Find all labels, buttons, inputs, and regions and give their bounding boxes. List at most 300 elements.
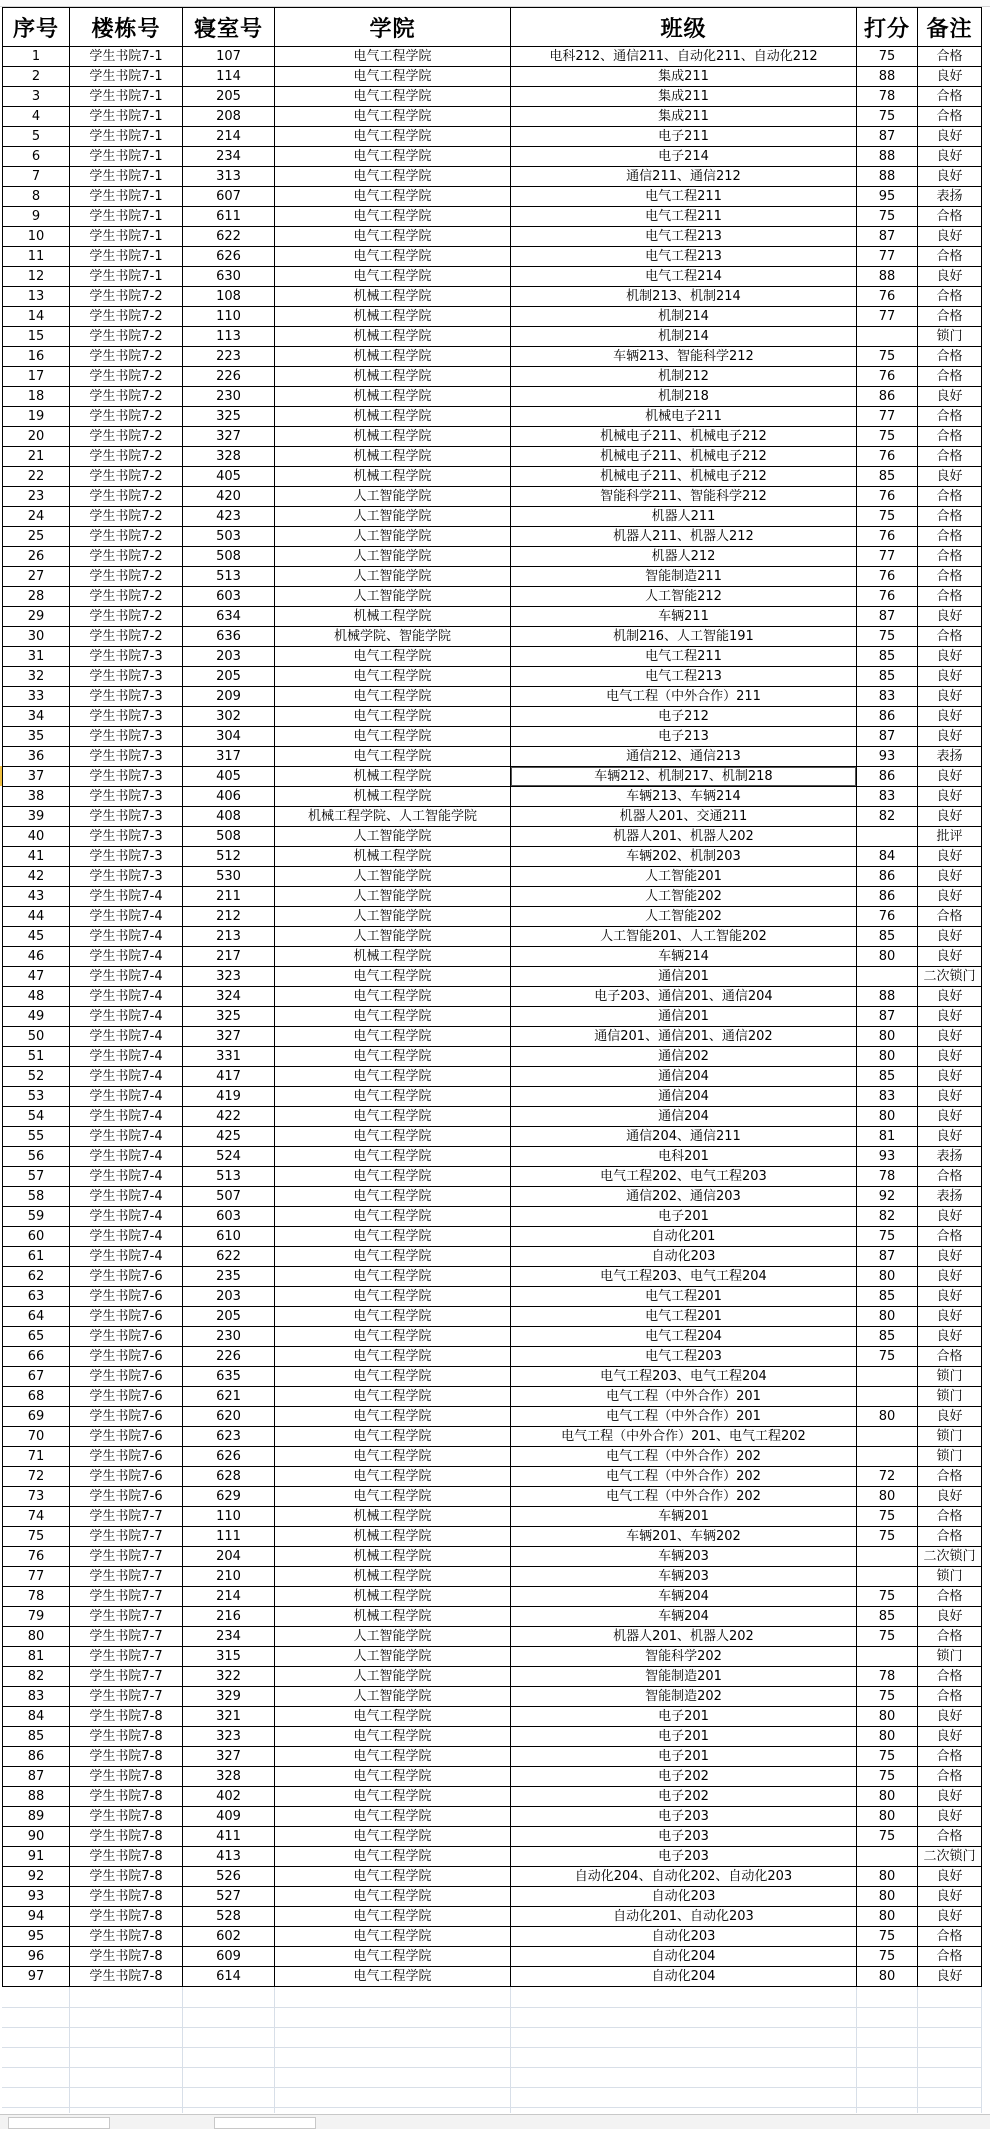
cell-score[interactable]: 80: [857, 1047, 918, 1067]
cell-class[interactable]: 智能科学202: [511, 1647, 857, 1667]
cell-college[interactable]: 电气工程学院: [275, 1107, 511, 1127]
cell-college[interactable]: 机械工程学院: [275, 1587, 511, 1607]
cell-class[interactable]: 人工智能201: [511, 867, 857, 887]
cell-seq[interactable]: 87: [3, 1767, 70, 1787]
cell-building[interactable]: 学生书院7-2: [70, 307, 183, 327]
cell-score[interactable]: 77: [857, 307, 918, 327]
cell-college[interactable]: 机械工程学院、人工智能学院: [275, 807, 511, 827]
cell-room[interactable]: 607: [183, 187, 275, 207]
cell-remark[interactable]: 合格: [918, 287, 982, 307]
cell-score[interactable]: 80: [857, 1887, 918, 1907]
cell-building[interactable]: 学生书院7-8: [70, 1847, 183, 1867]
cell-room[interactable]: 327: [183, 1027, 275, 1047]
cell-room[interactable]: 327: [183, 1747, 275, 1767]
cell-score[interactable]: 75: [857, 1927, 918, 1947]
cell-class[interactable]: 通信202: [511, 1047, 857, 1067]
cell-seq[interactable]: 82: [3, 1667, 70, 1687]
cell-class[interactable]: 人工智能201、人工智能202: [511, 927, 857, 947]
cell-class[interactable]: 通信211、通信212: [511, 167, 857, 187]
cell-class[interactable]: 机制214: [511, 327, 857, 347]
cell-building[interactable]: 学生书院7-7: [70, 1687, 183, 1707]
cell-building[interactable]: 学生书院7-4: [70, 1247, 183, 1267]
cell-score[interactable]: 77: [857, 407, 918, 427]
cell-college[interactable]: 人工智能学院: [275, 1667, 511, 1687]
cell-class[interactable]: 电子212: [511, 707, 857, 727]
cell-building[interactable]: 学生书院7-8: [70, 1967, 183, 1987]
cell-building[interactable]: 学生书院7-6: [70, 1407, 183, 1427]
cell-building[interactable]: 学生书院7-3: [70, 847, 183, 867]
cell-room[interactable]: 611: [183, 207, 275, 227]
cell-class[interactable]: 自动化204: [511, 1967, 857, 1987]
cell-remark[interactable]: 良好: [918, 847, 982, 867]
cell-building[interactable]: 学生书院7-1: [70, 127, 183, 147]
cell-college[interactable]: 电气工程学院: [275, 1047, 511, 1067]
cell-building[interactable]: 学生书院7-2: [70, 487, 183, 507]
cell-building[interactable]: 学生书院7-4: [70, 1227, 183, 1247]
cell-building[interactable]: 学生书院7-1: [70, 147, 183, 167]
cell-remark[interactable]: 二次锁门: [918, 1547, 982, 1567]
cell-score[interactable]: [857, 1567, 918, 1587]
cell-class[interactable]: 电气工程211: [511, 647, 857, 667]
cell-class[interactable]: 机械电子211: [511, 407, 857, 427]
cell-score[interactable]: 87: [857, 1007, 918, 1027]
cell-class[interactable]: 通信204: [511, 1067, 857, 1087]
cell-college[interactable]: 电气工程学院: [275, 1127, 511, 1147]
cell-room[interactable]: 508: [183, 827, 275, 847]
cell-seq[interactable]: 94: [3, 1907, 70, 1927]
cell-class[interactable]: 集成211: [511, 67, 857, 87]
cell-room[interactable]: 226: [183, 367, 275, 387]
cell-room[interactable]: 328: [183, 1767, 275, 1787]
cell-score[interactable]: 76: [857, 487, 918, 507]
cell-remark[interactable]: 良好: [918, 867, 982, 887]
cell-college[interactable]: 机械工程学院: [275, 1547, 511, 1567]
cell-room[interactable]: 603: [183, 587, 275, 607]
cell-remark[interactable]: 合格: [918, 567, 982, 587]
cell-college[interactable]: 机械工程学院: [275, 367, 511, 387]
cell-score[interactable]: [857, 1847, 918, 1867]
cell-score[interactable]: 85: [857, 1287, 918, 1307]
cell-remark[interactable]: 良好: [918, 147, 982, 167]
cell-college[interactable]: 电气工程学院: [275, 1387, 511, 1407]
cell-college[interactable]: 人工智能学院: [275, 547, 511, 567]
cell-remark[interactable]: 表扬: [918, 1187, 982, 1207]
cell-score[interactable]: 92: [857, 1187, 918, 1207]
cell-building[interactable]: 学生书院7-3: [70, 807, 183, 827]
cell-college[interactable]: 电气工程学院: [275, 707, 511, 727]
cell-room[interactable]: 629: [183, 1487, 275, 1507]
header-cell-room[interactable]: 寝室号: [183, 8, 275, 47]
cell-room[interactable]: 527: [183, 1887, 275, 1907]
cell-remark[interactable]: 良好: [918, 687, 982, 707]
cell-building[interactable]: 学生书院7-6: [70, 1307, 183, 1327]
cell-seq[interactable]: 10: [3, 227, 70, 247]
cell-seq[interactable]: 51: [3, 1047, 70, 1067]
cell-remark[interactable]: 合格: [918, 427, 982, 447]
cell-building[interactable]: 学生书院7-1: [70, 107, 183, 127]
cell-remark[interactable]: 锁门: [918, 1447, 982, 1467]
cell-remark[interactable]: 合格: [918, 907, 982, 927]
cell-building[interactable]: 学生书院7-6: [70, 1367, 183, 1387]
cell-remark[interactable]: 良好: [918, 1087, 982, 1107]
cell-room[interactable]: 321: [183, 1707, 275, 1727]
cell-score[interactable]: [857, 1367, 918, 1387]
cell-score[interactable]: 80: [857, 1907, 918, 1927]
cell-class[interactable]: 电子203: [511, 1807, 857, 1827]
cell-room[interactable]: 406: [183, 787, 275, 807]
cell-seq[interactable]: 83: [3, 1687, 70, 1707]
cell-seq[interactable]: 49: [3, 1007, 70, 1027]
cell-remark[interactable]: 良好: [918, 607, 982, 627]
cell-seq[interactable]: 16: [3, 347, 70, 367]
cell-building[interactable]: 学生书院7-2: [70, 387, 183, 407]
cell-building[interactable]: 学生书院7-3: [70, 647, 183, 667]
cell-seq[interactable]: 26: [3, 547, 70, 567]
cell-college[interactable]: 电气工程学院: [275, 127, 511, 147]
cell-remark[interactable]: 锁门: [918, 1387, 982, 1407]
cell-score[interactable]: 86: [857, 887, 918, 907]
cell-college[interactable]: 电气工程学院: [275, 747, 511, 767]
cell-room[interactable]: 107: [183, 47, 275, 67]
cell-seq[interactable]: 62: [3, 1267, 70, 1287]
cell-class[interactable]: 车辆204: [511, 1607, 857, 1627]
cell-class[interactable]: 电子201: [511, 1707, 857, 1727]
cell-class[interactable]: 通信204: [511, 1107, 857, 1127]
cell-remark[interactable]: 锁门: [918, 327, 982, 347]
cell-room[interactable]: 322: [183, 1667, 275, 1687]
cell-remark[interactable]: 良好: [918, 267, 982, 287]
cell-room[interactable]: 317: [183, 747, 275, 767]
cell-room[interactable]: 315: [183, 1647, 275, 1667]
cell-class[interactable]: 电气工程211: [511, 187, 857, 207]
cell-building[interactable]: 学生书院7-8: [70, 1767, 183, 1787]
cell-seq[interactable]: 5: [3, 127, 70, 147]
cell-class[interactable]: 电气工程213: [511, 227, 857, 247]
cell-building[interactable]: 学生书院7-1: [70, 87, 183, 107]
cell-remark[interactable]: 表扬: [918, 747, 982, 767]
cell-remark[interactable]: 良好: [918, 1787, 982, 1807]
cell-remark[interactable]: 锁门: [918, 1427, 982, 1447]
cell-building[interactable]: 学生书院7-2: [70, 547, 183, 567]
cell-room[interactable]: 507: [183, 1187, 275, 1207]
cell-building[interactable]: 学生书院7-2: [70, 327, 183, 347]
cell-seq[interactable]: 37: [3, 767, 70, 787]
cell-remark[interactable]: 良好: [918, 647, 982, 667]
cell-college[interactable]: 机械工程学院: [275, 947, 511, 967]
cell-score[interactable]: 78: [857, 1167, 918, 1187]
cell-remark[interactable]: 良好: [918, 707, 982, 727]
cell-remark[interactable]: 良好: [918, 727, 982, 747]
cell-score[interactable]: 75: [857, 427, 918, 447]
cell-room[interactable]: 622: [183, 227, 275, 247]
cell-seq[interactable]: 50: [3, 1027, 70, 1047]
cell-college[interactable]: 机械工程学院: [275, 387, 511, 407]
cell-seq[interactable]: 65: [3, 1327, 70, 1347]
cell-class[interactable]: 机器人211: [511, 507, 857, 527]
cell-class[interactable]: 机械电子211、机械电子212: [511, 467, 857, 487]
cell-class[interactable]: 电气工程201: [511, 1287, 857, 1307]
cell-college[interactable]: 人工智能学院: [275, 527, 511, 547]
cell-building[interactable]: 学生书院7-8: [70, 1927, 183, 1947]
cell-building[interactable]: 学生书院7-3: [70, 827, 183, 847]
cell-college[interactable]: 机械工程学院: [275, 1527, 511, 1547]
cell-room[interactable]: 110: [183, 307, 275, 327]
cell-building[interactable]: 学生书院7-8: [70, 1787, 183, 1807]
cell-remark[interactable]: 二次锁门: [918, 967, 982, 987]
cell-score[interactable]: 76: [857, 527, 918, 547]
cell-room[interactable]: 508: [183, 547, 275, 567]
cell-class[interactable]: 电科201: [511, 1147, 857, 1167]
cell-building[interactable]: 学生书院7-1: [70, 247, 183, 267]
cell-class[interactable]: 车辆203: [511, 1567, 857, 1587]
cell-college[interactable]: 电气工程学院: [275, 1207, 511, 1227]
cell-score[interactable]: 93: [857, 747, 918, 767]
cell-score[interactable]: 86: [857, 767, 918, 787]
cell-remark[interactable]: 合格: [918, 507, 982, 527]
cell-seq[interactable]: 58: [3, 1187, 70, 1207]
cell-college[interactable]: 机械工程学院: [275, 347, 511, 367]
cell-building[interactable]: 学生书院7-4: [70, 987, 183, 1007]
cell-building[interactable]: 学生书院7-3: [70, 767, 183, 787]
cell-remark[interactable]: 合格: [918, 447, 982, 467]
cell-building[interactable]: 学生书院7-4: [70, 1167, 183, 1187]
cell-college[interactable]: 人工智能学院: [275, 587, 511, 607]
cell-score[interactable]: 83: [857, 1087, 918, 1107]
cell-score[interactable]: 82: [857, 807, 918, 827]
cell-score[interactable]: 88: [857, 267, 918, 287]
cell-score[interactable]: 75: [857, 1587, 918, 1607]
cell-remark[interactable]: 良好: [918, 787, 982, 807]
cell-score[interactable]: 75: [857, 1507, 918, 1527]
cell-score[interactable]: 80: [857, 1487, 918, 1507]
cell-room[interactable]: 417: [183, 1067, 275, 1087]
cell-class[interactable]: 自动化203: [511, 1887, 857, 1907]
cell-building[interactable]: 学生书院7-4: [70, 1207, 183, 1227]
cell-class[interactable]: 电气工程211: [511, 207, 857, 227]
cell-class[interactable]: 电子203: [511, 1847, 857, 1867]
cell-class[interactable]: 电气工程（中外合作）202: [511, 1487, 857, 1507]
cell-seq[interactable]: 23: [3, 487, 70, 507]
cell-class[interactable]: 电气工程203、电气工程204: [511, 1267, 857, 1287]
cell-building[interactable]: 学生书院7-4: [70, 947, 183, 967]
cell-building[interactable]: 学生书院7-2: [70, 427, 183, 447]
cell-remark[interactable]: 合格: [918, 1667, 982, 1687]
cell-building[interactable]: 学生书院7-2: [70, 627, 183, 647]
cell-score[interactable]: 75: [857, 1347, 918, 1367]
cell-remark[interactable]: 良好: [918, 127, 982, 147]
cell-remark[interactable]: 良好: [918, 1307, 982, 1327]
cell-college[interactable]: 机械工程学院: [275, 467, 511, 487]
cell-college[interactable]: 电气工程学院: [275, 1767, 511, 1787]
cell-room[interactable]: 513: [183, 1167, 275, 1187]
cell-room[interactable]: 234: [183, 147, 275, 167]
cell-class[interactable]: 电气工程203: [511, 1347, 857, 1367]
cell-building[interactable]: 学生书院7-2: [70, 607, 183, 627]
cell-seq[interactable]: 41: [3, 847, 70, 867]
cell-college[interactable]: 电气工程学院: [275, 1467, 511, 1487]
cell-class[interactable]: 电气工程204: [511, 1327, 857, 1347]
cell-remark[interactable]: 合格: [918, 487, 982, 507]
cell-remark[interactable]: 良好: [918, 1247, 982, 1267]
cell-class[interactable]: 机制218: [511, 387, 857, 407]
cell-remark[interactable]: 良好: [918, 1867, 982, 1887]
cell-college[interactable]: 电气工程学院: [275, 167, 511, 187]
cell-room[interactable]: 331: [183, 1047, 275, 1067]
cell-score[interactable]: [857, 1547, 918, 1567]
cell-class[interactable]: 电气工程214: [511, 267, 857, 287]
cell-building[interactable]: 学生书院7-7: [70, 1627, 183, 1647]
cell-building[interactable]: 学生书院7-2: [70, 467, 183, 487]
cell-seq[interactable]: 39: [3, 807, 70, 827]
cell-remark[interactable]: 合格: [918, 1747, 982, 1767]
cell-room[interactable]: 626: [183, 1447, 275, 1467]
cell-seq[interactable]: 78: [3, 1587, 70, 1607]
cell-college[interactable]: 电气工程学院: [275, 987, 511, 1007]
cell-room[interactable]: 111: [183, 1527, 275, 1547]
cell-seq[interactable]: 42: [3, 867, 70, 887]
cell-room[interactable]: 602: [183, 1927, 275, 1947]
cell-score[interactable]: 95: [857, 187, 918, 207]
cell-class[interactable]: 通信204: [511, 1087, 857, 1107]
cell-college[interactable]: 电气工程学院: [275, 1827, 511, 1847]
cell-building[interactable]: 学生书院7-8: [70, 1947, 183, 1967]
cell-seq[interactable]: 35: [3, 727, 70, 747]
cell-seq[interactable]: 96: [3, 1947, 70, 1967]
cell-seq[interactable]: 75: [3, 1527, 70, 1547]
cell-score[interactable]: 85: [857, 667, 918, 687]
cell-class[interactable]: 车辆211: [511, 607, 857, 627]
cell-seq[interactable]: 60: [3, 1227, 70, 1247]
cell-remark[interactable]: 锁门: [918, 1647, 982, 1667]
cell-score[interactable]: 86: [857, 867, 918, 887]
cell-class[interactable]: 电气工程（中外合作）201: [511, 1387, 857, 1407]
cell-room[interactable]: 325: [183, 1007, 275, 1027]
cell-college[interactable]: 电气工程学院: [275, 1287, 511, 1307]
cell-seq[interactable]: 85: [3, 1727, 70, 1747]
cell-college[interactable]: 人工智能学院: [275, 567, 511, 587]
cell-room[interactable]: 419: [183, 1087, 275, 1107]
cell-building[interactable]: 学生书院7-3: [70, 727, 183, 747]
cell-college[interactable]: 电气工程学院: [275, 1067, 511, 1087]
cell-class[interactable]: 电气工程（中外合作）211: [511, 687, 857, 707]
cell-class[interactable]: 电子202: [511, 1787, 857, 1807]
cell-college[interactable]: 电气工程学院: [275, 1187, 511, 1207]
cell-class[interactable]: 车辆203: [511, 1547, 857, 1567]
cell-seq[interactable]: 79: [3, 1607, 70, 1627]
cell-college[interactable]: 机械工程学院: [275, 1567, 511, 1587]
cell-class[interactable]: 电子211: [511, 127, 857, 147]
cell-room[interactable]: 313: [183, 167, 275, 187]
cell-seq[interactable]: 18: [3, 387, 70, 407]
cell-building[interactable]: 学生书院7-3: [70, 687, 183, 707]
cell-college[interactable]: 电气工程学院: [275, 1427, 511, 1447]
cell-room[interactable]: 214: [183, 1587, 275, 1607]
cell-college[interactable]: 电气工程学院: [275, 1227, 511, 1247]
cell-college[interactable]: 电气工程学院: [275, 1867, 511, 1887]
cell-college[interactable]: 电气工程学院: [275, 1307, 511, 1327]
cell-room[interactable]: 203: [183, 647, 275, 667]
cell-seq[interactable]: 4: [3, 107, 70, 127]
cell-remark[interactable]: 良好: [918, 1027, 982, 1047]
cell-seq[interactable]: 24: [3, 507, 70, 527]
cell-score[interactable]: 80: [857, 1727, 918, 1747]
cell-college[interactable]: 人工智能学院: [275, 507, 511, 527]
cell-remark[interactable]: 合格: [918, 1767, 982, 1787]
cell-score[interactable]: 76: [857, 287, 918, 307]
cell-class[interactable]: 电气工程213: [511, 247, 857, 267]
cell-remark[interactable]: 良好: [918, 1607, 982, 1627]
cell-college[interactable]: 电气工程学院: [275, 1167, 511, 1187]
cell-remark[interactable]: 合格: [918, 87, 982, 107]
cell-remark[interactable]: 合格: [918, 307, 982, 327]
header-cell-class[interactable]: 班级: [511, 8, 857, 47]
cell-seq[interactable]: 25: [3, 527, 70, 547]
cell-building[interactable]: 学生书院7-8: [70, 1867, 183, 1887]
cell-score[interactable]: 75: [857, 1947, 918, 1967]
cell-college[interactable]: 电气工程学院: [275, 1747, 511, 1767]
cell-college[interactable]: 人工智能学院: [275, 1647, 511, 1667]
cell-score[interactable]: 76: [857, 447, 918, 467]
cell-building[interactable]: 学生书院7-4: [70, 967, 183, 987]
cell-building[interactable]: 学生书院7-8: [70, 1827, 183, 1847]
cell-class[interactable]: 车辆214: [511, 947, 857, 967]
cell-score[interactable]: 78: [857, 1667, 918, 1687]
cell-class[interactable]: 电子203: [511, 1827, 857, 1847]
cell-score[interactable]: 78: [857, 87, 918, 107]
cell-building[interactable]: 学生书院7-1: [70, 47, 183, 67]
cell-seq[interactable]: 40: [3, 827, 70, 847]
cell-remark[interactable]: 良好: [918, 1707, 982, 1727]
cell-seq[interactable]: 71: [3, 1447, 70, 1467]
cell-seq[interactable]: 91: [3, 1847, 70, 1867]
cell-score[interactable]: 85: [857, 647, 918, 667]
cell-score[interactable]: 75: [857, 1827, 918, 1847]
cell-room[interactable]: 425: [183, 1127, 275, 1147]
cell-college[interactable]: 人工智能学院: [275, 827, 511, 847]
cell-seq[interactable]: 67: [3, 1367, 70, 1387]
cell-score[interactable]: 80: [857, 947, 918, 967]
cell-remark[interactable]: 良好: [918, 1107, 982, 1127]
cell-college[interactable]: 电气工程学院: [275, 87, 511, 107]
cell-building[interactable]: 学生书院7-6: [70, 1347, 183, 1367]
cell-score[interactable]: [857, 827, 918, 847]
cell-class[interactable]: 通信201、通信201、通信202: [511, 1027, 857, 1047]
cell-seq[interactable]: 7: [3, 167, 70, 187]
cell-class[interactable]: 机制213、机制214: [511, 287, 857, 307]
cell-class[interactable]: 电科212、通信211、自动化211、自动化212: [511, 47, 857, 67]
cell-remark[interactable]: 良好: [918, 947, 982, 967]
cell-seq[interactable]: 63: [3, 1287, 70, 1307]
cell-seq[interactable]: 64: [3, 1307, 70, 1327]
cell-college[interactable]: 电气工程学院: [275, 687, 511, 707]
cell-college[interactable]: 人工智能学院: [275, 887, 511, 907]
cell-room[interactable]: 512: [183, 847, 275, 867]
cell-remark[interactable]: 合格: [918, 627, 982, 647]
cell-score[interactable]: 83: [857, 787, 918, 807]
cell-remark[interactable]: 合格: [918, 367, 982, 387]
cell-seq[interactable]: 52: [3, 1067, 70, 1087]
cell-class[interactable]: 机制212: [511, 367, 857, 387]
cell-building[interactable]: 学生书院7-7: [70, 1607, 183, 1627]
cell-building[interactable]: 学生书院7-2: [70, 587, 183, 607]
cell-building[interactable]: 学生书院7-4: [70, 1147, 183, 1167]
cell-score[interactable]: 85: [857, 1327, 918, 1347]
cell-seq[interactable]: 55: [3, 1127, 70, 1147]
cell-score[interactable]: [857, 1387, 918, 1407]
cell-seq[interactable]: 36: [3, 747, 70, 767]
cell-remark[interactable]: 良好: [918, 1207, 982, 1227]
cell-remark[interactable]: 良好: [918, 227, 982, 247]
